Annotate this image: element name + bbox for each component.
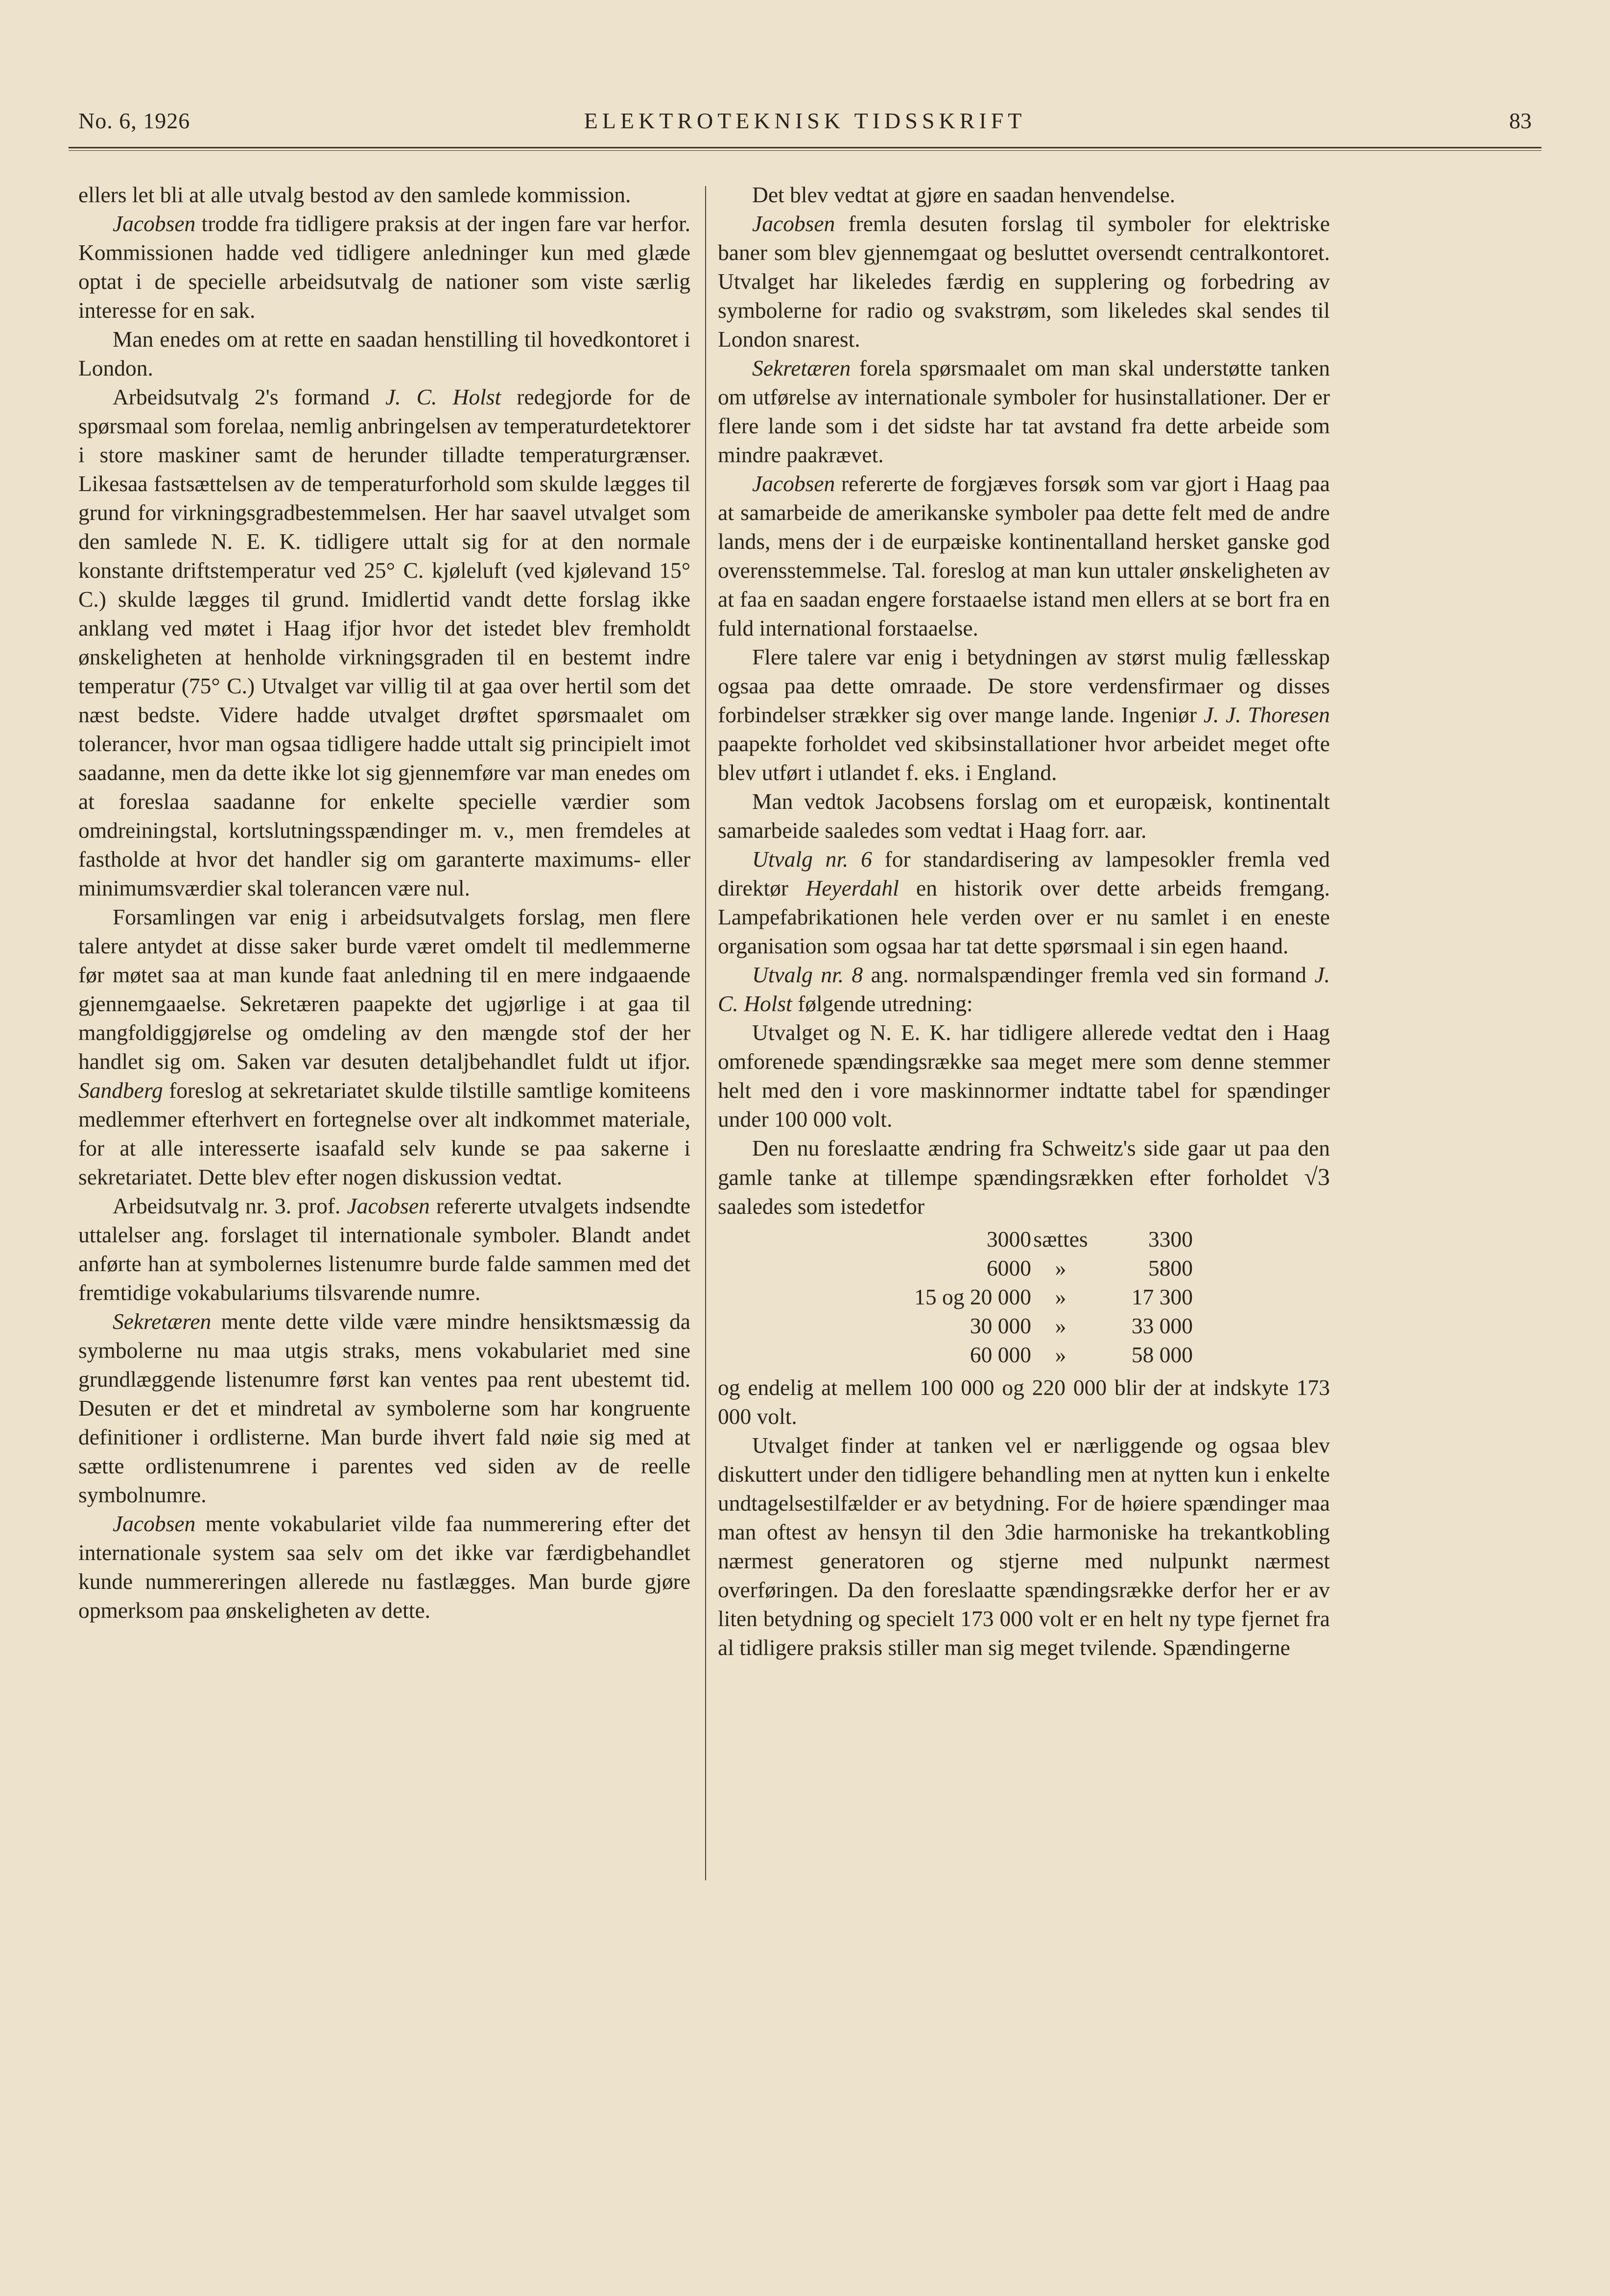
table-row (718, 1340, 1330, 1369)
text-run: refererte utvalgets indsendte uttalelser ang. forslaget til internationale symboler. Blandt andet anførte han at symbolernes listenumre burde falde sammen med det fremtidige vokabulariums tilsvarende numre. (78, 1193, 690, 1305)
italic-text: Jacobsen (752, 211, 835, 236)
italic-text: Utvalg nr. 8 (752, 962, 863, 987)
italic-text: J. C. Holst (718, 962, 1330, 1016)
replacement-word: » (1055, 1255, 1066, 1280)
page-number: 83 (1509, 108, 1532, 133)
text-run: Utvalget og N. E. K. har tidligere allerede vedtat den i Haag omforenede spændingsrække saa meget mere som denne stemmer helt med den i vore maskinnormer indtatte tabel for spændinger under 100 000 volt. (718, 1020, 1330, 1132)
paragraph (718, 1373, 1330, 1431)
from-voltage: 60 000 (970, 1342, 1031, 1367)
text-run: Det blev vedtat at gjøre en saadan henvendelse. (752, 182, 1176, 207)
paragraph (718, 1431, 1330, 1662)
left-column (78, 180, 690, 1625)
paragraph (78, 180, 690, 209)
italic-text: Jacobsen (113, 211, 196, 236)
text-run: følgende utredning: (792, 991, 973, 1016)
text-run: Utvalget finder at tanken vel er nærliggende og ogsaa blev diskuttert under den tidligere behandling men at nytten kun i enkelte undtagelsestilfælder er av betydning. For de høiere spændinger maa man oftest av hensyn til den 3die harmoniske ha trekantkobling nærmest generatoren og stjerne med nulpunkt nærmest overføringen. Da den foreslaatte spændingsrække derfor her er av liten betydning og specielt 173 000 volt er en helt ny type fjernet fra al tidligere praksis stiller man sig meget tvilende. Spændingerne (718, 1433, 1330, 1660)
header-rule (69, 147, 1541, 151)
text-run: forela spørsmaalet om man skal understøtte tanken om utførelse av internationale symboler for husinstallationer. Der er flere lande som i det sidste har tat avstand fra dette arbeide som mindre paakrævet. (718, 355, 1330, 467)
italic-text: Jacobsen (113, 1511, 196, 1536)
paragraph (718, 960, 1330, 1018)
paragraph (718, 469, 1330, 642)
text-run: for standardisering av lampesokler fremla ved direktør (718, 847, 1330, 900)
italic-text: Jacobsen (752, 471, 835, 496)
paragraph (78, 382, 690, 902)
column-divider (705, 186, 706, 1880)
right-column (718, 180, 1330, 1662)
text-run: Arbeidsutvalg 2's formand (113, 384, 385, 409)
text-run: Arbeidsutvalg nr. 3. prof. (113, 1193, 347, 1218)
replacement-word: sættes (1033, 1227, 1088, 1252)
table-row (718, 1311, 1330, 1340)
table-row (718, 1225, 1330, 1254)
text-run: ang. normalspændinger fremla ved sin formand (863, 962, 1315, 987)
paragraph (78, 325, 690, 382)
text-run: saaledes som istedetfor (718, 1194, 925, 1219)
paragraph (718, 1018, 1330, 1134)
to-voltage: 58 000 (1131, 1342, 1193, 1367)
table-row (718, 1254, 1330, 1282)
italic-text: J. C. Holst (385, 384, 501, 409)
text-run: refererte de forgjæves forsøk som var gjort i Haag paa at samarbeide de amerikanske symboler paa dette felt med de andre lands, mens der i de eurpæiske kontinentalland hersket ganske god overensstemmelse. Tal. foreslog at man kun uttaler ønskeligheten av at faa en saadan engere forstaaelse istand men ellers at se bort fra en fuld international forstaaelse. (718, 471, 1330, 640)
text-run: Man vedtok Jacobsens forslag om et europæisk, kontinentalt samarbeide saaledes som vedtat i Haag forr. aar. (718, 789, 1330, 843)
text-run: Flere talere var enig i betydningen av størst mulig fællesskap ogsaa paa dette omraade. De store verdensfirmaer og disses forbindelser strækker sig over mange lande. Ingeniør (718, 644, 1330, 727)
italic-text: Sekretæren (113, 1309, 212, 1334)
text-run: mente vokabulariet vilde faa nummerering efter det internationale system saa selv om det ikke var færdigbehandlet kunde nummereringen allerede nu fastlægges. Man burde gjøre opmerksom paa ønskeligheten av dette. (78, 1511, 690, 1623)
italic-text: Sekretæren (752, 355, 851, 380)
issue-label: No. 6, 1926 (78, 108, 190, 133)
to-voltage: 17 300 (1131, 1284, 1193, 1309)
replacement-word: » (1055, 1284, 1066, 1309)
right-column-text-bottom (718, 1373, 1330, 1662)
text-run: redegjorde for de spørsmaal som forelaa, nemlig anbringelsen av temperaturdetektorer i store maskiner samt de herunder tilladte temperaturgrænser. Likesaa fastsættelsen av de temperaturforhold som skulde lægges til grund for virkningsgradbestemmelsen. Her har saavel utvalget som den samlede N. E. K. tidligere uttalt sig for at den normale konstante driftstemperatur ved 25° C. kjøleluft (ved kjølevand 15° C.) skulde lægges til grund. Imidlertid vandt dette forslag ikke anklang ved møtet i Haag ifjor hvor det istedet blev fremholdt ønskeligheten at henholde virkningsgraden til en bestemt indre temperatur (75° C.) Utvalget var villig til at gaa over hertil som det næst bedste. Videre hadde utvalget drøftet spørsmaalet om tolerancer, hvor man ogsaa tidligere hadde uttalt sig principielt imot saadanne, men da dette ikke lot sig gjennemføre var man enedes om at foreslaa saadanne for enkelte specielle værdier som omdreiningstal, kortslutningsspændinger m. v., men fremdeles at fastholde at hvor det handler sig om garanterte maximums- eller minimumsværdier skal tolerancen være nul. (78, 384, 690, 900)
from-voltage: 3000 (987, 1227, 1031, 1252)
text-run: paapekte forholdet ved skibsinstallationer hvor arbeidet meget ofte blev utført i utlandet f. eks. i England. (718, 731, 1330, 785)
paragraph (718, 209, 1330, 354)
text-run: fremla desuten forslag til symboler for elektriske baner som blev gjennemgaat og besluttet oversendt centralkontoret. Utvalget har likeledes færdig en supplering og forbedring av symbolerne for radio og svakstrøm, som likeledes skal sendes til London snarest. (718, 211, 1330, 352)
square-root-symbol: √3 (1304, 1163, 1330, 1190)
paragraph (718, 642, 1330, 787)
from-voltage: 30 000 (970, 1313, 1031, 1338)
italic-text: Utvalg nr. 6 (752, 847, 872, 872)
from-voltage: 6000 (987, 1255, 1031, 1280)
paragraph (718, 354, 1330, 469)
text-run: en historik over dette arbeids fremgang. Lampefabrikationen hele verden over er nu samlet i en eneste organisation som ogsaa har tat dette spørsmaal i sin egen haand. (718, 876, 1330, 958)
to-voltage: 33 000 (1131, 1313, 1193, 1338)
paragraph (718, 180, 1330, 209)
paragraph (78, 1307, 690, 1509)
right-column-text-top (718, 180, 1330, 1221)
to-voltage: 3300 (1148, 1227, 1193, 1252)
text-run: og endelig at mellem 100 000 og 220 000 blir der at indskyte 173 000 volt. (718, 1375, 1330, 1429)
paragraph (718, 845, 1330, 960)
journal-title: ELEKTROTEKNISK TIDSSKRIFT (584, 108, 1026, 133)
italic-text: Jacobsen (347, 1193, 430, 1218)
text-run: trodde fra tidligere praksis at der ingen fare var herfor. Kommissionen hadde ved tidligere anledninger kun med glæde optat i de specielle arbeidsutvalg de nationer som viste særlig interesse for en sak. (78, 211, 690, 323)
italic-text: Heyerdahl (805, 876, 899, 900)
table-row (718, 1282, 1330, 1311)
paragraph (78, 209, 690, 325)
paragraph (78, 1191, 690, 1307)
text-run: Den nu foreslaatte ændring fra Schweitz's side gaar ut paa den gamle tanke at tillempe spændingsrækken efter forholdet (718, 1136, 1330, 1190)
paragraph (718, 787, 1330, 845)
paragraph (718, 1134, 1330, 1221)
italic-text: Sandberg (78, 1078, 163, 1103)
replacement-word: » (1055, 1342, 1066, 1367)
text-run: foreslog at sekretariatet skulde tilstille samtlige komiteens medlemmer efterhvert en fortegnelse over alt indkommet materiale, for at alle interesserte isaafald selv kunde se paa sakerne i sekretariatet. Dette blev efter nogen diskussion vedtat. (78, 1078, 690, 1189)
text-run: mente dette vilde være mindre hensiktsmæssig da symbolerne nu maa utgis straks, mens vokabulariet med sine grundlæggende listenumre først kan ventes paa rent ubestemt tid. Desuten er det et mindretal av symbolerne som har kongruente definitioner i ordlisterne. Man burde ihvert fald nøie sig med at sætte ordlistenumrene i parentes ved siden av de reelle symbolnumre. (78, 1309, 690, 1507)
paragraph (78, 1509, 690, 1625)
text-run: ellers let bli at alle utvalg bestod av den samlede kommission. (78, 182, 631, 207)
italic-text: J. J. Thoresen (1203, 702, 1330, 727)
paragraph (78, 902, 690, 1191)
running-head (78, 104, 1532, 138)
replacement-word: » (1055, 1313, 1066, 1338)
text-run: Man enedes om at rette en saadan henstilling til hovedkontoret i London. (78, 327, 690, 380)
text-run: Forsamlingen var enig i arbeidsutvalgets forslag, men flere talere antydet at disse saker burde været omdelt til medlemmerne før møtet saa at man kunde faat anledning til en mere indgaaende gjennemgaaelse. Sekretæren paapekte det ugjørlige i at gaa til mangfoldiggjørelse og omdeling av den mængde stof der her handlet sig om. Saken var desuten detaljbehandlet fuldt ut ifjor. (78, 904, 690, 1074)
voltage-table (718, 1225, 1330, 1369)
to-voltage: 5800 (1148, 1255, 1193, 1280)
from-voltage: 15 og 20 000 (914, 1284, 1031, 1309)
